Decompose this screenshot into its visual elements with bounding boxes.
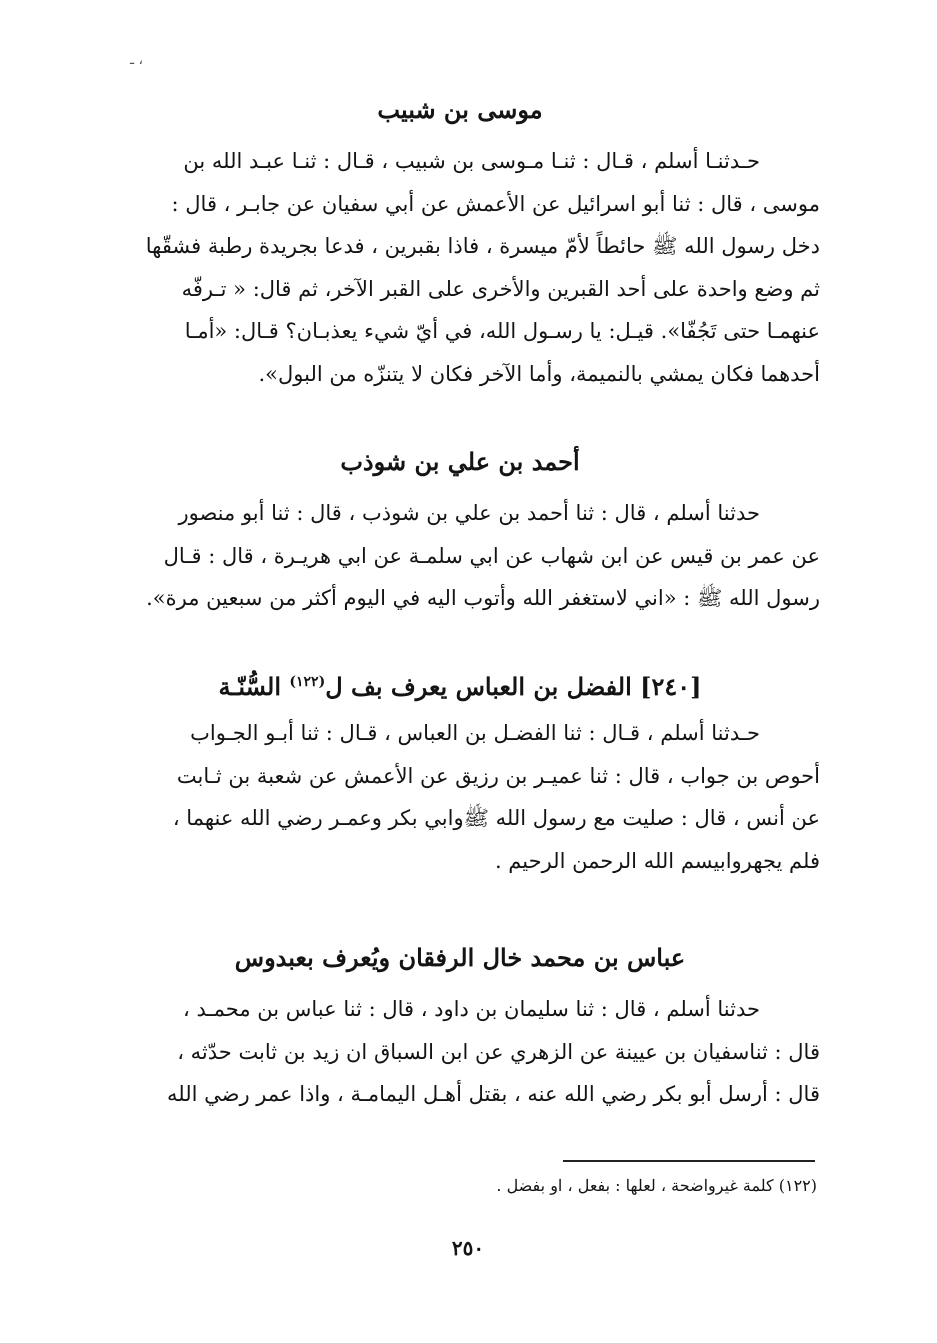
section-paragraph <box>100 140 820 395</box>
section-heading: عباس بن محمد خال الرفقان ويُعرف بعبدوس <box>234 943 686 972</box>
section-heading: أحمد بن علي بن شوذب <box>340 447 580 476</box>
footnote-text: (١٢٢) كلمة غيرواضحة ، لعلها : بفعل ، او بفضل . <box>496 1176 817 1195</box>
text-line: أحدهما فكان يمشي بالنميمة، وأما الآخر فكان لا يتنزّه من البول». <box>258 361 820 386</box>
section-musa-ibn-shabib <box>100 90 820 395</box>
text-line: أحوص بن جواب ، قال : ثنا عميـر بن رزيق عن الأعمش عن شعبة بن ثـابت <box>176 763 820 788</box>
text-line: عن عمر بن قيس عن ابن شهاب عن ابي سلمـة عن ابي هريـرة ، قال : قـال <box>163 543 820 568</box>
section-paragraph <box>100 492 820 620</box>
section-heading: موسى بن شبيب <box>377 95 543 124</box>
text-line: عنهمـا حتى تَجُفّا». قيـل: يا رسـول الله، في أيّ شيء يعذبـان؟ قـال: «أمـا <box>184 319 820 343</box>
page-number: ٢٥٠ <box>451 1236 485 1260</box>
text-line: رسول الله ﷺ : «اني لاستغفر الله وأتوب اليه في اليوم أكثر من سبعين مرة». <box>146 586 820 610</box>
text-line: عن أنس ، قال : صليت مع رسول الله ﷺوابي بكر وعمـر رضي الله عنهما ، <box>172 806 820 830</box>
text-line: دخل رسول الله ﷺ حائطاً لأمّ ميسرة ، فاذا بقبرين ، فدعا بجريدة رطبة فشقّها <box>145 234 820 258</box>
section-paragraph <box>100 712 820 882</box>
text-line: حـدثنا أسلم ، قـال : ثنا الفضـل بن العباس ، قـال : ثنا أبـو الجـواب <box>190 721 760 745</box>
text-line: حدثنا أسلم ، قال : ثنا أحمد بن علي بن شوذب ، قال : ثنا أبو منصور <box>178 501 760 525</box>
heading-prefix: [٢٤٠] الفضل بن العباس يعرف بف ل <box>325 672 702 701</box>
section-heading <box>100 662 820 702</box>
corner-speck: ، ـ <box>130 52 144 68</box>
section-abbas-ibn-muhammad <box>100 938 820 1116</box>
text-line: ثم وضع واحدة على أحد القبرين والأخرى على القبر الآخر، ثم قال: « تـرفّه <box>181 276 820 301</box>
text-line: موسى ، قال : ثنا أبو اسرائيل عن الأعمش عن أبي سفيان عن جابـر ، قال : <box>171 191 820 216</box>
text-line: فلم يجهروابيسم الله الرحمن الرحيم . <box>494 848 820 873</box>
section-paragraph <box>100 988 820 1116</box>
text-line: قال : أرسل أبو بكر رضي الله عنه ، بقتل أهـل اليمامـة ، واذا عمر رضي الله <box>167 1082 820 1106</box>
section-al-fadl-ibn-al-abbas <box>100 662 820 882</box>
text-line: قال : ثناسفيان بن عيينة عن الزهري عن ابن السباق ان زيد بن ثابت حدّثه ، <box>177 1039 820 1064</box>
text-line: حدثنا أسلم ، قال : ثنا سليمان بن داود ، قال : ثنا عباس بن محمـد ، <box>183 997 760 1021</box>
footnote-reference: (١٢٢) <box>289 674 326 690</box>
heading-suffix: السُّنّـة <box>218 672 282 701</box>
text-line: حـدثنـا أسلم ، قـال : ثنـا مـوسى بن شبيب ، قـال : ثنـا عبـد الله بن <box>183 149 760 173</box>
section-ahmad-ibn-ali-ibn-shawdhab <box>100 442 820 620</box>
footnote-divider <box>563 1160 815 1162</box>
